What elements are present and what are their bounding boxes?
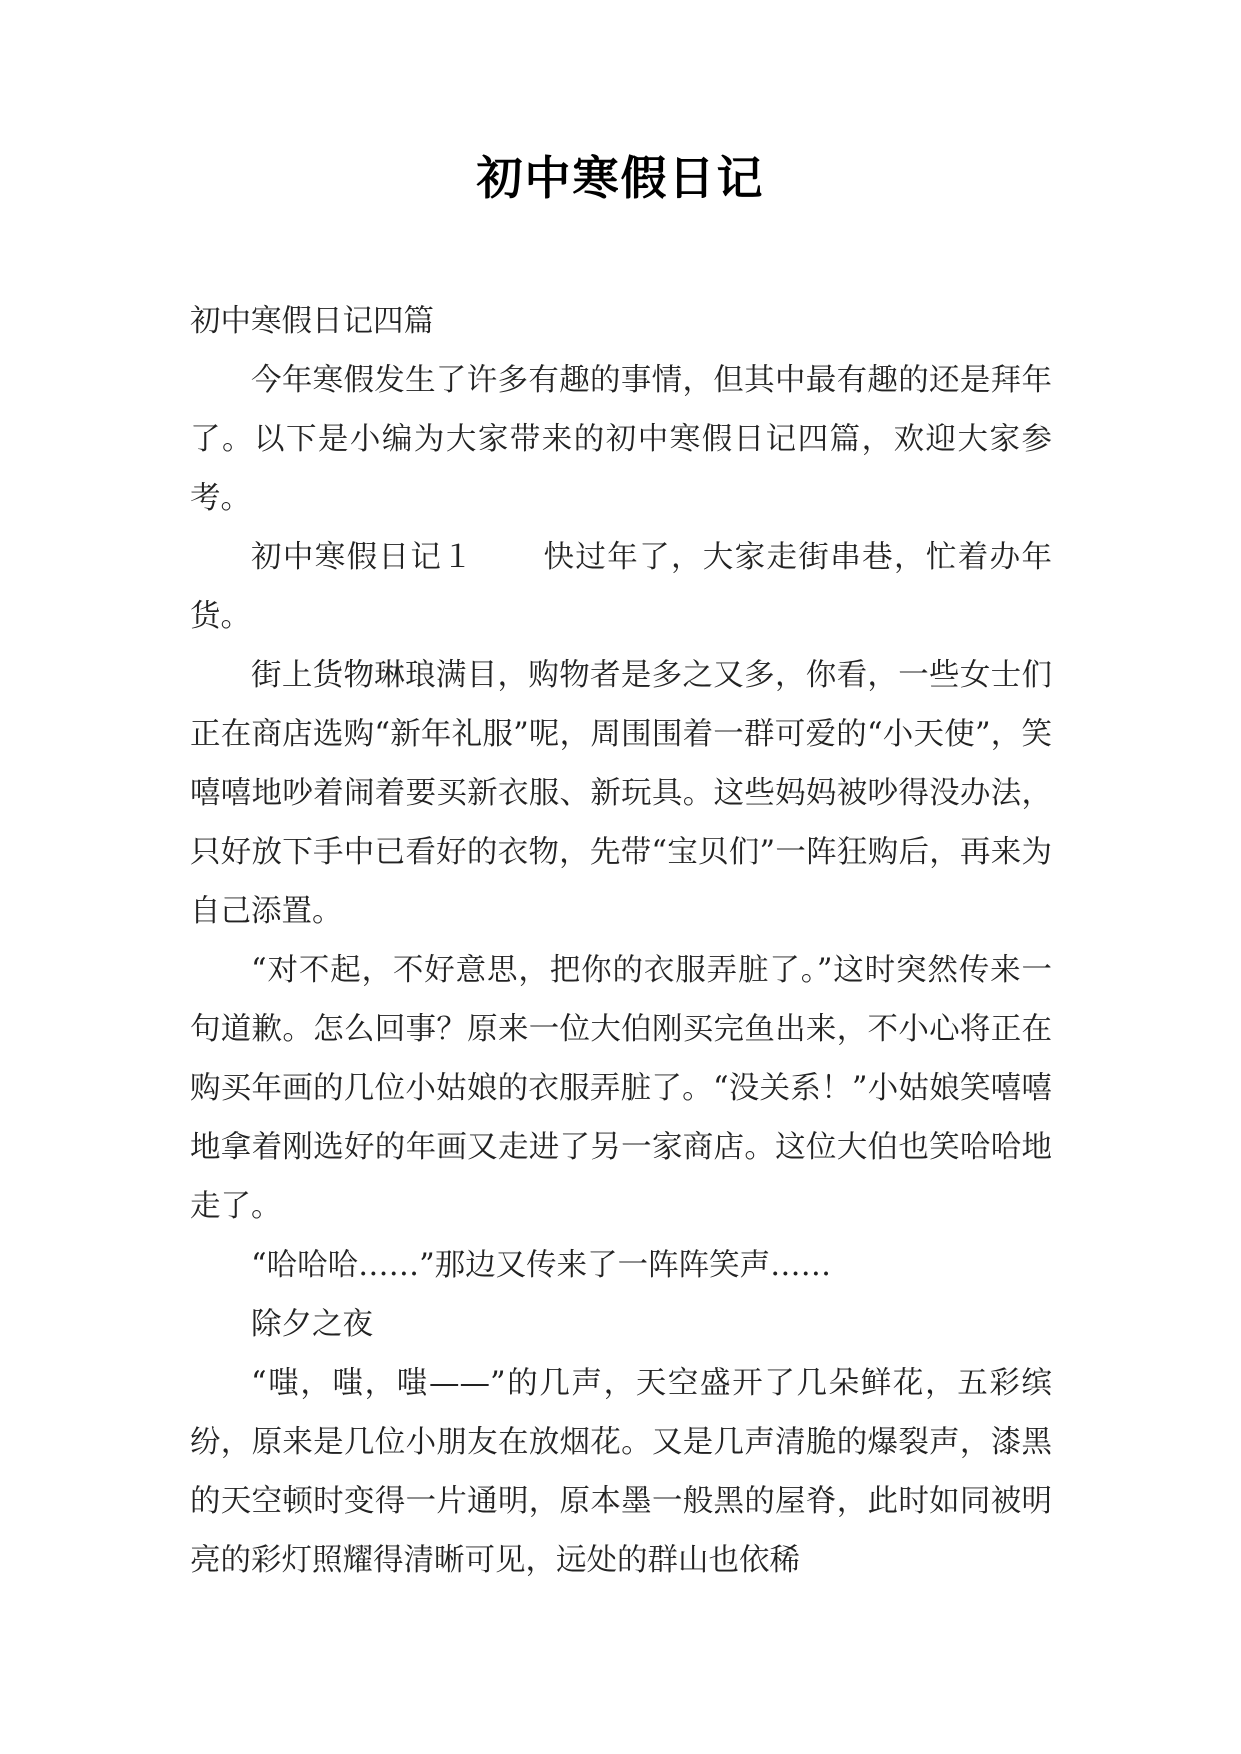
- paragraph-subtitle: 初中寒假日记四篇: [190, 304, 434, 339]
- paragraph-intro: 今年寒假发生了许多有趣的事情，但其中最有趣的还是拜年了。以下是小编为大家带来的初中寒假日记四篇，欢迎大家参考。: [190, 363, 1052, 516]
- paragraph-section-heading: 除夕之夜: [251, 1307, 373, 1342]
- document-title: 初中寒假日记: [476, 151, 765, 205]
- diary-opening: 快过年了，大家走街串巷，忙着办年货。: [190, 540, 1053, 634]
- paragraph-apology: “对不起，不好意思，把你的衣服弄脏了。”这时突然传来一句道歉。怎么回事？原来一位大伯刚买完鱼出来，不小心将正在购买年画的几位小姑娘的衣服弄脏了。“没关系！”小姑娘笑嘻嘻地拿着刚选好的年画又走进了另一家商店。这位大伯也笑哈哈地走了。: [190, 953, 1052, 1224]
- paragraph-street: 街上货物琳琅满目，购物者是多之又多，你看，一些女士们正在商店选购“新年礼服”呢，周围围着一群可爱的“小天使”，笑嘻嘻地吵着闹着要买新衣服、新玩具。这些妈妈被吵得没办法，只好放下手中已看好的衣物，先带“宝贝们”一阵狂购后，再来为自己添置。: [190, 658, 1052, 929]
- diary-heading: 初中寒假日记１: [251, 540, 475, 575]
- paragraph-fireworks: “嗤，嗤，嗤——”的几声，天空盛开了几朵鲜花，五彩缤纷，原来是几位小朋友在放烟花。又是几声清脆的爆裂声，漆黑的天空顿时变得一片通明，原本墨一般黑的屋脊，此时如同被明亮的彩灯照耀得清晰可见，远处的群山也依稀: [190, 1366, 1052, 1578]
- paragraph-diary-1: [190, 528, 1052, 646]
- document-body: [190, 292, 1052, 1590]
- paragraph-laughter: “哈哈哈……”那边又传来了一阵阵笑声……: [251, 1248, 832, 1283]
